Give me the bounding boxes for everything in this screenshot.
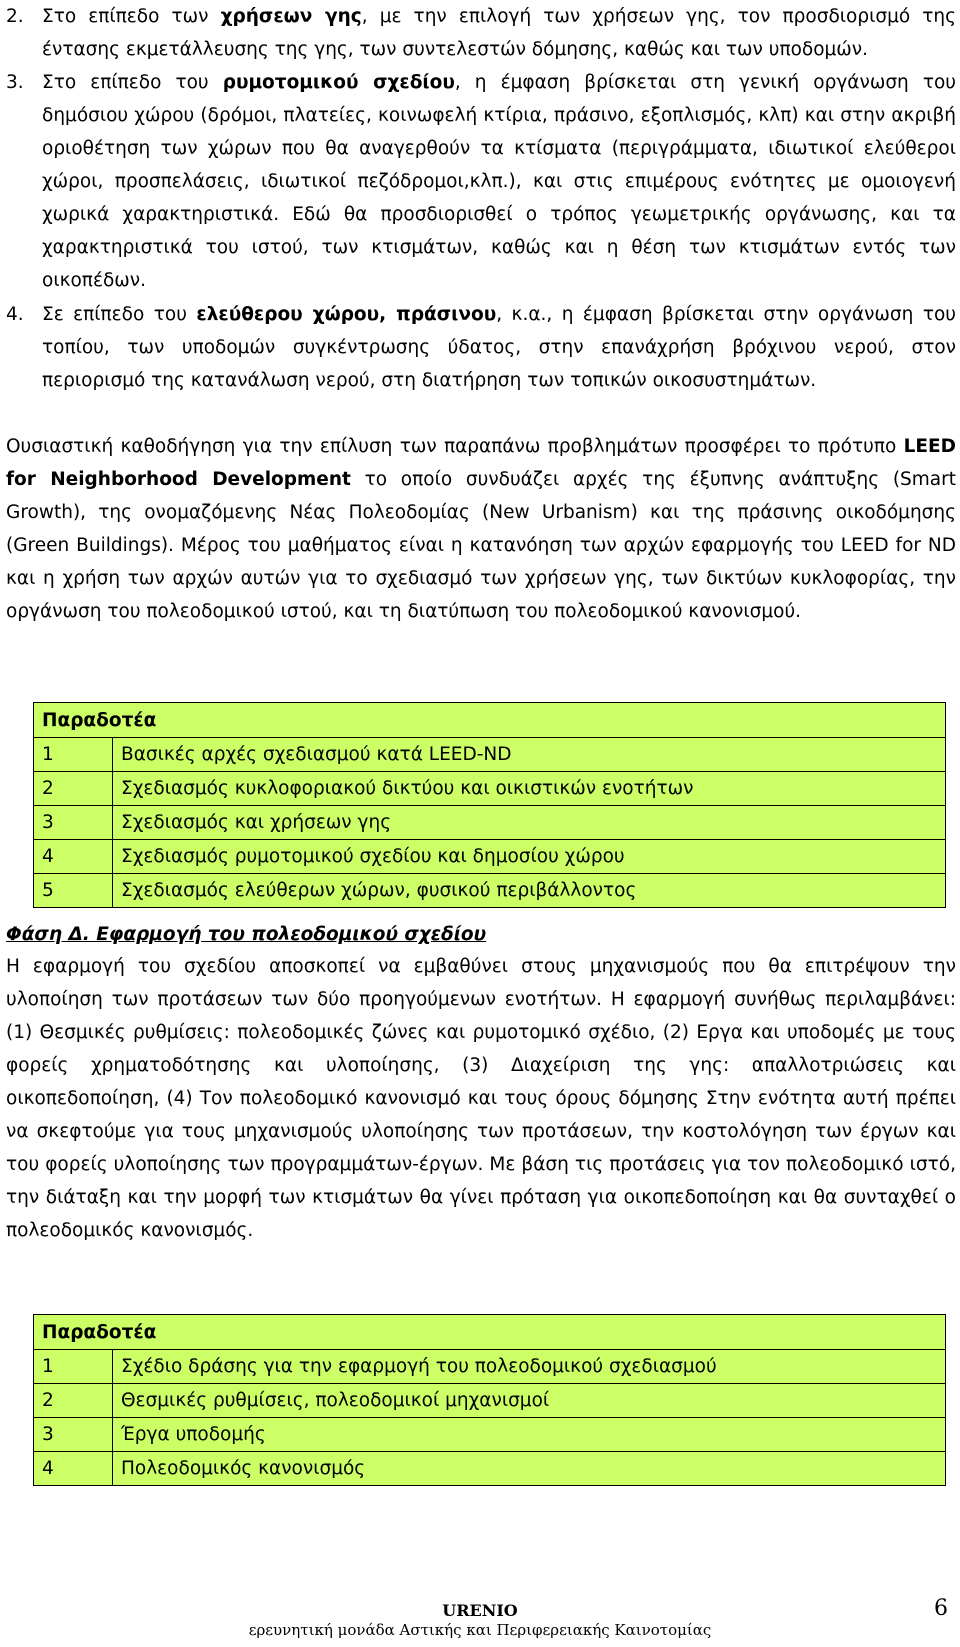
table-header: Παραδοτέα — [34, 1315, 946, 1350]
row-text: Σχεδιασμός κυκλοφοριακού δικτύου και οικιστικών ενοτήτων — [113, 772, 946, 806]
list-number: 4. — [6, 304, 24, 325]
row-number: 3 — [34, 806, 113, 840]
row-text: Έργα υποδομής — [113, 1418, 946, 1452]
list-number: 3. — [6, 72, 24, 93]
table-row — [34, 738, 946, 772]
list-item-2 — [6, 0, 956, 66]
deliverables-table-1 — [33, 702, 946, 908]
list-text: Στο επίπεδο του ρυμοτομικού σχεδίου, η έμφαση βρίσκεται στη γενική οργάνωση του δημόσιου χώρου (δρόμοι, πλατείες, κοινωφελή κτίρια, πράσινο, εξοπλισμός, κλπ) και στην ακριβή οριοθέτηση των χώρων που θα αναγερθούν τα κτίσματα (περιγράμματα, ιδιωτικοί ελεύθεροι χώροι, προσπελάσεις, ιδιωτικοί πεζόδρομοι,κλπ.), και στις επιμέρους ενότητες με ομοιογενή χωρικά χαρακτηριστικά. Εδώ θα προσδιορισθεί ο τρόπος γεωμετρικής οργάνωσης, και τα χαρακτηριστικά του ιστού, των κτισμάτων, καθώς και η θέση των κτισμάτων εντός των οικοπέδων. — [42, 72, 956, 291]
list-item-3 — [6, 66, 956, 297]
list-text: Στο επίπεδο των χρήσεων γης, με την επιλογή των χρήσεων γης, τον προσδιορισμό της έντασης εκμετάλλευσης της γης, των συντελεστών δόμησης, καθώς και των υποδομών. — [42, 6, 956, 60]
row-number: 5 — [34, 874, 113, 908]
row-number: 4 — [34, 1452, 113, 1486]
page-number: 6 — [934, 1596, 948, 1621]
row-number: 3 — [34, 1418, 113, 1452]
list-number: 2. — [6, 6, 24, 27]
table-row — [34, 840, 946, 874]
deliverables-table-2 — [33, 1314, 946, 1486]
footer-subtitle: ερευνητική μονάδα Αστικής και Περιφερειακής Καινοτομίας — [248, 1621, 712, 1639]
table-row — [34, 1384, 946, 1418]
row-text: Θεσμικές ρυθμίσεις, πολεοδομικοί μηχανισμοί — [113, 1384, 946, 1418]
row-number: 2 — [34, 772, 113, 806]
list-item-4 — [6, 298, 956, 397]
row-text: Βασικές αρχές σχεδιασμού κατά LEED-ND — [113, 738, 946, 772]
list-text: Σε επίπεδο του ελεύθερου χώρου, πράσινου, κ.α., η έμφαση βρίσκεται στην οργάνωση του τοπίου, των υποδομών συγκέντρωσης ύδατος, στην επανάχρήση βρόχινου νερού, στον περιορισμό της κατανάλωση νερού, στη διατήρηση των τοπικών οικοσυστημάτων. — [42, 304, 956, 391]
row-number: 2 — [34, 1384, 113, 1418]
row-text: Πολεοδομικός κανονισμός — [113, 1452, 946, 1486]
table-row — [34, 772, 946, 806]
table-row — [34, 1350, 946, 1384]
phase-heading: Φάση Δ. Εφαρμογή του πολεοδομικού σχεδίου — [6, 924, 487, 945]
table-header-row — [34, 1315, 946, 1350]
row-number: 4 — [34, 840, 113, 874]
row-number: 1 — [34, 1350, 113, 1384]
table-header-row — [34, 703, 946, 738]
phase-paragraph: Η εφαρμογή του σχεδίου αποσκοπεί να εμβαθύνει στους μηχανισμούς που θα επιτρέψουν την υλοποίηση των προτάσεων των δύο προηγούμενων ενοτήτων. Η εφαρμογή συνήθως περιλαμβάνει: (1) Θεσμικές ρυθμίσεις: πολεοδομικές ζώνες και ρυμοτομικό σχέδιο, (2) Εργα και υποδομές με τους φορείς χρηματοδότησης και υλοποίησης, (3) Διαχείριση της γης: απαλλοτριώσεις και οικοπεδοποίηση, (4) Τον πολεοδομικό κανονισμό και τους όρους δόμησης Στην ενότητα αυτή πρέπει να σκεφτούμε για τους μηχανισμούς υλοποίησης των προτάσεων, την κοστολόγηση των έργων και του φορείς υλοποίησης των προγραμμάτων-έργων. Με βάση τις προτάσεις για τον πολεοδομικό ιστό, την διάταξη και την μορφή των κτισμάτων θα γίνει πρόταση για οικοπεδοποίηση και θα συνταχθεί ο πολεοδομικός κανονισμός. — [6, 956, 956, 1241]
table-row — [34, 1452, 946, 1486]
row-number: 1 — [34, 738, 113, 772]
footer-title: URENIO — [442, 1601, 518, 1620]
table-row — [34, 874, 946, 908]
table-header: Παραδοτέα — [34, 703, 946, 738]
row-text: Σχεδιασμός ελεύθερων χώρων, φυσικού περιβάλλοντος — [113, 874, 946, 908]
row-text: Σχέδιο δράσης για την εφαρμογή του πολεοδομικού σχεδιασμού — [113, 1350, 946, 1384]
row-text: Σχεδιασμός και χρήσεων γης — [113, 806, 946, 840]
table-row — [34, 806, 946, 840]
row-text: Σχεδιασμός ρυμοτομικού σχεδίου και δημοσίου χώρου — [113, 840, 946, 874]
leed-paragraph: Ουσιαστική καθοδήγηση για την επίλυση των παραπάνω προβλημάτων προσφέρει το πρότυπο LEED for Neighborhood Development το οποίο συνδυάζει αρχές της έξυπνης ανάπτυξης (Smart Growth), της ονομαζόμενης Νέας Πολεοδομίας (New Urbanism) και της πράσινης οικοδόμησης (Green Buildings). Μέρος του μαθήματος είναι η κατανόηση των αρχών εφαρμογής του LEED for ND και η χρήση των αρχών αυτών για το σχεδιασμό των χρήσεων γης, των δικτύων κυκλοφορίας, την οργάνωση του πολεοδομικού ιστού, και τη διατύπωση του πολεοδομικού κανονισμού. — [6, 436, 956, 622]
table-row — [34, 1418, 946, 1452]
